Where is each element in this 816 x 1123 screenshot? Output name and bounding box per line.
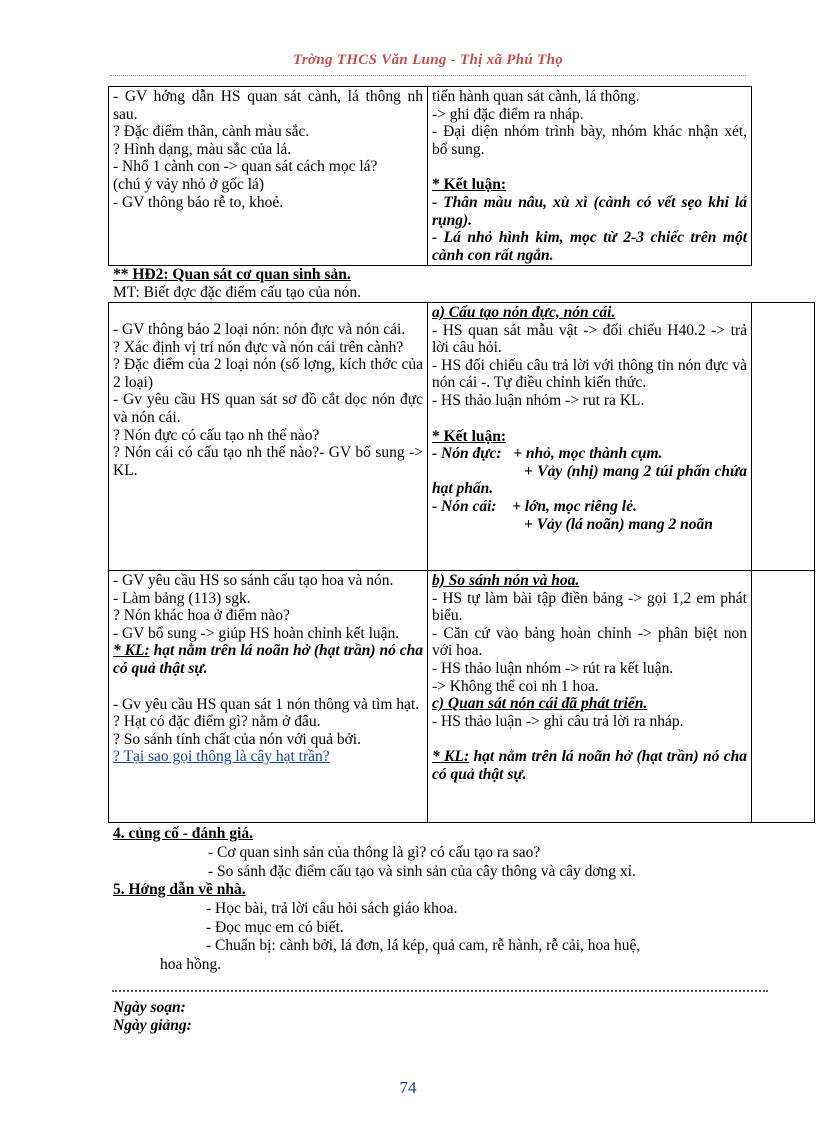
text-line: - HS đối chiếu câu trả lời với thông tin nón đực và nón cái -. Tự điều chỉnh kiến thức. (432, 356, 747, 392)
kl-label: * KL: (432, 748, 470, 766)
text-line: ? Xác định vị trí nón đực và nón cái trên cành? (113, 338, 404, 356)
header-divider (110, 75, 746, 76)
list-item: - So sánh đặc điểm cấu tạo và sinh sản của cây thông và cây dơng xỉ. (208, 862, 636, 880)
page-number: 74 (399, 1078, 417, 1097)
list-item: - Học bài, trả lời câu hỏi sách giáo khoa. (206, 900, 458, 917)
text-line: - Căn cứ vào bảng hoàn chỉnh -> phân biệt non với hoa. (432, 624, 747, 660)
text-line: ? Đặc điểm của 2 loại nón (số lợng, kích thớc của 2 loại) (113, 356, 423, 391)
conclusion-title: * Kết luận: (432, 176, 507, 194)
conclusion-line: - Thân màu nâu, xù xì (cành có vết sẹo khi lá rụng). (432, 193, 747, 229)
text-line: - HS thảo luận nhóm -> rút ra kết luận. (432, 659, 674, 677)
kl-text: hạt nằm trên lá noãn hở (hạt trần) nó cha có quả thật sự. (432, 748, 747, 783)
text-line: - GV yêu cầu HS so sánh cấu tạo hoa và nón. (113, 572, 394, 589)
text-line: ? Đặc điểm thân, cành màu sắc. (113, 123, 310, 141)
text: + nhỏ, mọc thành cụm. (513, 445, 663, 463)
text-line: - GV thông báo rễ to, khoẻ. (113, 193, 284, 211)
conclusion-line: + Vảy (nhị) mang 2 túi phấn chứa hạt phấn. (432, 462, 747, 498)
text-line: - GV thông báo 2 loại nón: nón đực và nón cái. (113, 321, 406, 338)
page-header: Trờng THCS Văn Lung - Thị xã Phú Thọ (292, 52, 564, 68)
conclusion-title: * Kết luận: (432, 427, 507, 445)
label: - Nón cái: (432, 497, 497, 515)
conclusion-line (432, 498, 747, 516)
section-5-title: 5. Hớng dẫn về nhà. (113, 881, 246, 898)
lesson-table-2 (108, 302, 815, 823)
section-4-list (113, 844, 753, 881)
text-line: - Đại diện nhóm trình bày, nhóm khác nhận xét, bổ sung. (432, 123, 747, 158)
list-item: hoa hồng. (160, 955, 222, 973)
prep-date-label: Ngày soạn: (113, 999, 186, 1016)
section-4-title: 4. củng cố - đánh giá. (113, 825, 253, 842)
kl-line (113, 642, 423, 677)
subheading: c) Quan sát nón cái đã phát triển. (432, 695, 648, 713)
section-5-list (113, 900, 753, 974)
list-item: - Chuẩn bị: cành bởi, lá đơn, lá kép, quả cam, rễ hành, rễ cải, hoa huệ, (206, 937, 641, 954)
text-line: ? Hạt có đặc điểm gì? nằm ở đâu. (113, 713, 321, 731)
conclusion-line: - Lá nhỏ hình kim, mọc từ 2-3 chiếc trên một cành con rất ngắn. (432, 229, 747, 264)
student-activity-cell (428, 571, 752, 823)
text-line: ? Hình dạng, màu sắc của lá. (113, 140, 292, 158)
question-link[interactable]: ? Tại sao gọi thông là cây hạt trần? (113, 748, 330, 766)
text-line: -> ghi đặc điểm ra nháp. (432, 105, 584, 123)
text-line: - Nhổ 1 cành con -> quan sát cách mọc lá? (113, 158, 378, 176)
text-line: - HS thảo luận -> ghi câu trả lời ra nháp. (432, 712, 684, 730)
text-line: ? Nón khác hoa ở điểm nào? (113, 607, 290, 625)
text-line: - HS thảo luận nhóm -> rut ra KL. (432, 391, 645, 409)
text-line: - Gv yêu cầu HS quan sát sơ đồ cắt dọc nón đực và nón cái. (113, 391, 423, 426)
lesson-table-1 (108, 86, 752, 266)
notes-cell (752, 571, 815, 823)
text-line: (chú ý vảy nhỏ ở gốc lá) (113, 175, 265, 193)
kl-text: hạt nằm trên lá noãn hở (hạt trần) nó cha có quả thật sự. (113, 642, 423, 677)
text-line: - HS tự làm bài tập điền bảng -> gọi 1,2 em phát biểu. (432, 589, 747, 625)
notes-cell (752, 303, 815, 571)
activity-2-objective: MT: Biết đợc đặc điểm cấu tạo của nón. (113, 284, 362, 301)
text: + lớn, mọc riêng lẻ. (512, 497, 637, 515)
text-line: - Làm bảng (113) sgk. (113, 589, 251, 607)
activity-2-title: ** HĐ2: Quan sát cơ quan sinh sản. (113, 266, 351, 283)
kl-label: * KL: (113, 642, 150, 660)
label: - Nón đực: (432, 445, 502, 463)
separator-line (112, 990, 768, 992)
text-line: ? So sánh tính chất của nón với quả bởi. (113, 730, 361, 748)
subheading: a) Cấu tạo nón đực, nón cái. (432, 304, 616, 321)
conclusion-line (432, 445, 747, 463)
student-activity-cell (428, 87, 752, 266)
text-line: -> Không thể coi nh 1 hoa. (432, 677, 599, 695)
teacher-activity-cell (109, 303, 428, 571)
text-line: tiến hành quan sát cành, lá thông. (432, 88, 640, 105)
subheading: b) So sánh nón và hoa. (432, 572, 580, 589)
list-item: - Cơ quan sinh sản của thông là gì? có cấu tạo ra sao? (208, 844, 541, 861)
list-item: - Đọc mục em có biết. (206, 918, 344, 936)
teacher-activity-cell (109, 571, 428, 823)
student-activity-cell (428, 303, 752, 571)
text-line: - Gv yêu cầu HS quan sát 1 nón thông và tìm hạt. (113, 695, 420, 713)
text-line: - GV bổ sung -> giúp HS hoàn chỉnh kết luận. (113, 624, 400, 642)
conclusion-line: + Vảy (lá noãn) mang 2 noãn (524, 515, 713, 533)
text-line: - GV hớng dẫn HS quan sát cành, lá thông nh sau. (113, 88, 423, 123)
text-line: ? Nón cái có cấu tạo nh thế nào?- GV bổ sung -> KL. (113, 444, 423, 479)
kl-line (432, 748, 747, 783)
teach-date-label: Ngày giảng: (113, 1017, 192, 1034)
teacher-activity-cell (109, 87, 428, 266)
text-line: ? Nón đực có cấu tạo nh thế nào? (113, 426, 320, 444)
text-line: - HS quan sát mẫu vật -> đối chiếu H40.2 -> trả lời câu hỏi. (432, 321, 747, 357)
